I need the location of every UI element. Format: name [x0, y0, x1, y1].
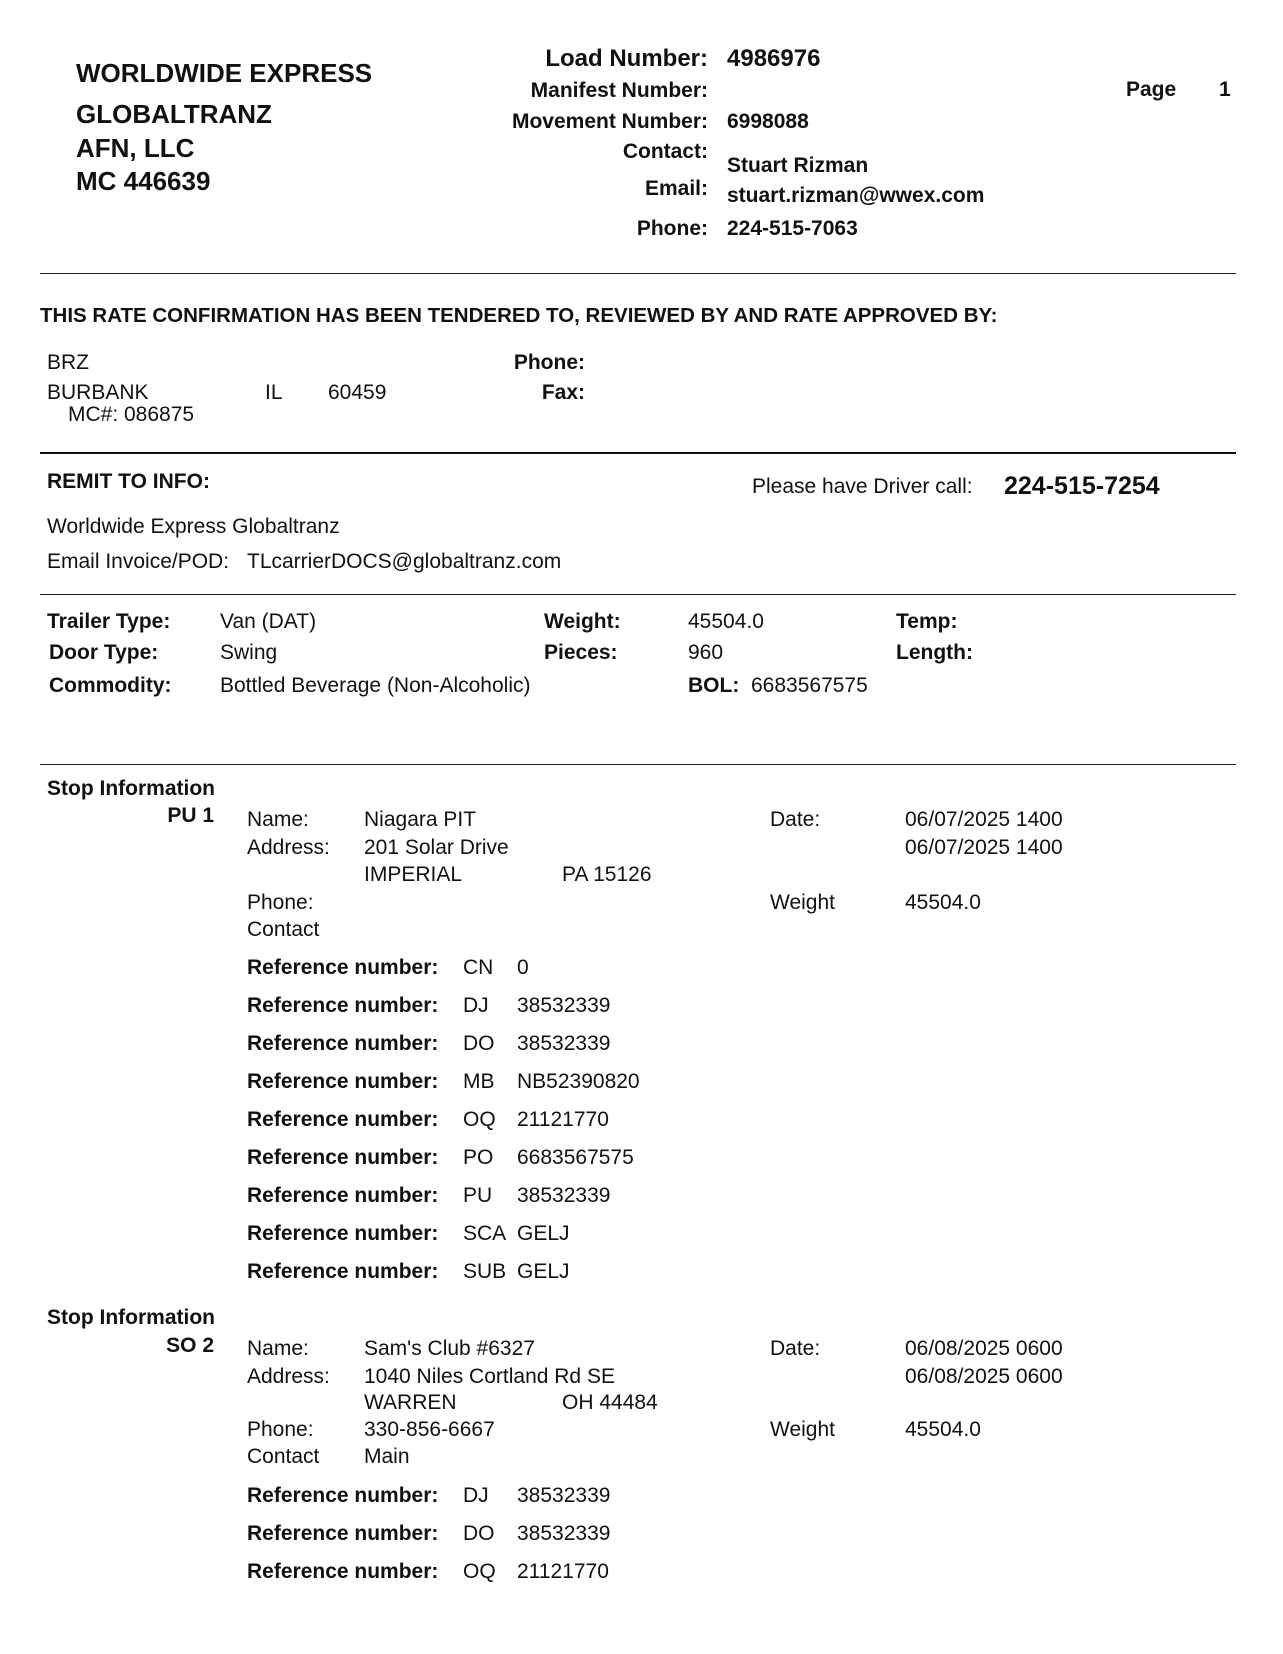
reference-label: Reference number: — [247, 1070, 439, 1093]
stop-city: WARREN — [364, 1391, 457, 1414]
carrier-zip: 60459 — [328, 381, 387, 404]
remit-email-label: Email Invoice/POD: — [47, 550, 230, 573]
stop-phone-label: Phone: — [247, 891, 314, 914]
reference-type: DJ — [463, 994, 489, 1017]
stop-date-label: Date: — [770, 1337, 821, 1360]
driver-call-phone: 224-515-7254 — [1004, 472, 1160, 500]
pieces-label: Pieces: — [544, 641, 618, 664]
page-label: Page — [1126, 78, 1177, 101]
stop-name: Sam's Club #6327 — [364, 1337, 535, 1360]
reference-label: Reference number: — [247, 1032, 439, 1055]
reference-type: SCA — [463, 1222, 507, 1245]
reference-label: Reference number: — [247, 1484, 439, 1507]
carrier-fax-label: Fax: — [541, 381, 585, 404]
reference-label: Reference number: — [247, 1146, 439, 1169]
carrier-mc-number: MC#: 086875 — [68, 403, 195, 426]
stop-address: 201 Solar Drive — [364, 836, 509, 859]
phone-value: 224-515-7063 — [727, 217, 858, 240]
stop-info-label: Stop Information — [47, 1306, 215, 1329]
stop-contact: Main — [364, 1445, 410, 1468]
tender-title: THIS RATE CONFIRMATION HAS BEEN TENDERED TO, REVIEWED BY AND RATE APPROVED BY: — [40, 304, 998, 327]
stop-date-2: 06/07/2025 1400 — [905, 836, 1063, 859]
stop-date-1: 06/08/2025 0600 — [905, 1337, 1063, 1360]
company-mc-number: MC 446639 — [76, 166, 211, 196]
reference-type: CN — [463, 956, 494, 979]
stop-name: Niagara PIT — [364, 808, 477, 831]
stop-state-zip: PA 15126 — [562, 863, 652, 886]
reference-value: 21121770 — [517, 1560, 609, 1583]
load-number-value: 4986976 — [727, 45, 821, 72]
stop-info-label: Stop Information — [47, 777, 215, 800]
reference-value: 21121770 — [517, 1108, 609, 1131]
email-label: Email: — [644, 177, 708, 200]
stop-contact-label: Contact — [247, 1445, 320, 1468]
reference-label: Reference number: — [247, 1108, 439, 1131]
manifest-number-label: Manifest Number: — [530, 79, 708, 102]
reference-type: PO — [463, 1146, 494, 1169]
carrier-city: BURBANK — [47, 381, 149, 404]
stop-date-1: 06/07/2025 1400 — [905, 808, 1063, 831]
carrier-name: BRZ — [47, 351, 89, 374]
stop-date-2: 06/08/2025 0600 — [905, 1365, 1063, 1388]
load-number-label: Load Number: — [545, 45, 708, 72]
door-type-value: Swing — [220, 641, 278, 664]
carrier-state: IL — [265, 381, 283, 404]
reference-type: SUB — [463, 1260, 507, 1283]
stop-address: 1040 Niles Cortland Rd SE — [364, 1365, 615, 1388]
stop-weight-label: Weight — [770, 891, 835, 914]
carrier-phone-label: Phone: — [513, 351, 585, 374]
bol-value: 6683567575 — [751, 674, 868, 697]
driver-call-label: Please have Driver call: — [752, 475, 973, 498]
reference-value: 6683567575 — [517, 1146, 634, 1169]
company-name-line-3: AFN, LLC — [76, 133, 195, 163]
stop-phone-label: Phone: — [247, 1418, 314, 1441]
reference-type: OQ — [463, 1560, 496, 1583]
contact-label: Contact: — [622, 140, 708, 163]
weight-value: 45504.0 — [688, 610, 764, 633]
header-divider — [40, 273, 1236, 274]
stop-weight: 45504.0 — [905, 1418, 981, 1441]
reference-type: OQ — [463, 1108, 496, 1131]
reference-type: DO — [463, 1522, 495, 1545]
company-name-line-1: WORLDWIDE EXPRESS — [76, 58, 373, 88]
page-number: 1 — [1219, 78, 1231, 101]
reference-value: 38532339 — [517, 1184, 611, 1207]
email-value: stuart.rizman@wwex.com — [727, 184, 985, 207]
movement-number-value: 6998088 — [727, 110, 809, 133]
door-type-label: Door Type: — [49, 641, 159, 664]
stop-weight: 45504.0 — [905, 891, 981, 914]
reference-value: GELJ — [517, 1260, 570, 1283]
remit-title: REMIT TO INFO: — [47, 470, 210, 493]
stop-code: PU 1 — [167, 804, 214, 827]
stop-contact-label: Contact — [247, 918, 320, 941]
reference-label: Reference number: — [247, 994, 439, 1017]
stop-name-label: Name: — [247, 1337, 309, 1360]
stop-address-label: Address: — [247, 1365, 330, 1388]
temp-label: Temp: — [896, 610, 958, 633]
commodity-value: Bottled Beverage (Non-Alcoholic) — [220, 674, 531, 697]
trailer-type-label: Trailer Type: — [47, 610, 171, 633]
stop-date-label: Date: — [770, 808, 821, 831]
reference-label: Reference number: — [247, 1260, 439, 1283]
reference-label: Reference number: — [247, 1184, 439, 1207]
reference-value: 38532339 — [517, 994, 611, 1017]
reference-label: Reference number: — [247, 1222, 439, 1245]
remit-company: Worldwide Express Globaltranz — [47, 515, 340, 538]
load-divider — [40, 764, 1236, 765]
stop-code: SO 2 — [166, 1334, 214, 1357]
reference-value: NB52390820 — [517, 1070, 640, 1093]
length-label: Length: — [896, 641, 973, 664]
reference-type: DO — [463, 1032, 495, 1055]
reference-value: 38532339 — [517, 1484, 611, 1507]
commodity-label: Commodity: — [49, 674, 172, 697]
stop-weight-label: Weight — [770, 1418, 835, 1441]
reference-type: DJ — [463, 1484, 489, 1507]
trailer-type-value: Van (DAT) — [220, 610, 317, 633]
stop-address-label: Address: — [247, 836, 330, 859]
weight-label: Weight: — [544, 610, 621, 633]
tender-divider — [40, 452, 1236, 454]
reference-type: PU — [463, 1184, 493, 1207]
reference-value: 0 — [517, 956, 529, 979]
bol-label: BOL: — [688, 674, 740, 697]
stop-phone: 330-856-6667 — [364, 1418, 495, 1441]
pieces-value: 960 — [688, 641, 724, 664]
stop-city: IMPERIAL — [364, 863, 463, 886]
reference-label: Reference number: — [247, 1560, 439, 1583]
reference-value: 38532339 — [517, 1032, 611, 1055]
reference-label: Reference number: — [247, 1522, 439, 1545]
contact-value: Stuart Rizman — [727, 154, 869, 177]
reference-value: 38532339 — [517, 1522, 611, 1545]
reference-value: GELJ — [517, 1222, 570, 1245]
reference-type: MB — [463, 1070, 495, 1093]
movement-number-label: Movement Number: — [511, 110, 708, 133]
reference-label: Reference number: — [247, 956, 439, 979]
phone-label: Phone: — [636, 217, 708, 240]
remit-email-value: TLcarrierDOCS@globaltranz.com — [247, 550, 562, 573]
remit-divider — [40, 594, 1236, 595]
stop-name-label: Name: — [247, 808, 309, 831]
company-name-line-2: GLOBALTRANZ — [76, 99, 272, 129]
stop-state-zip: OH 44484 — [562, 1391, 658, 1414]
